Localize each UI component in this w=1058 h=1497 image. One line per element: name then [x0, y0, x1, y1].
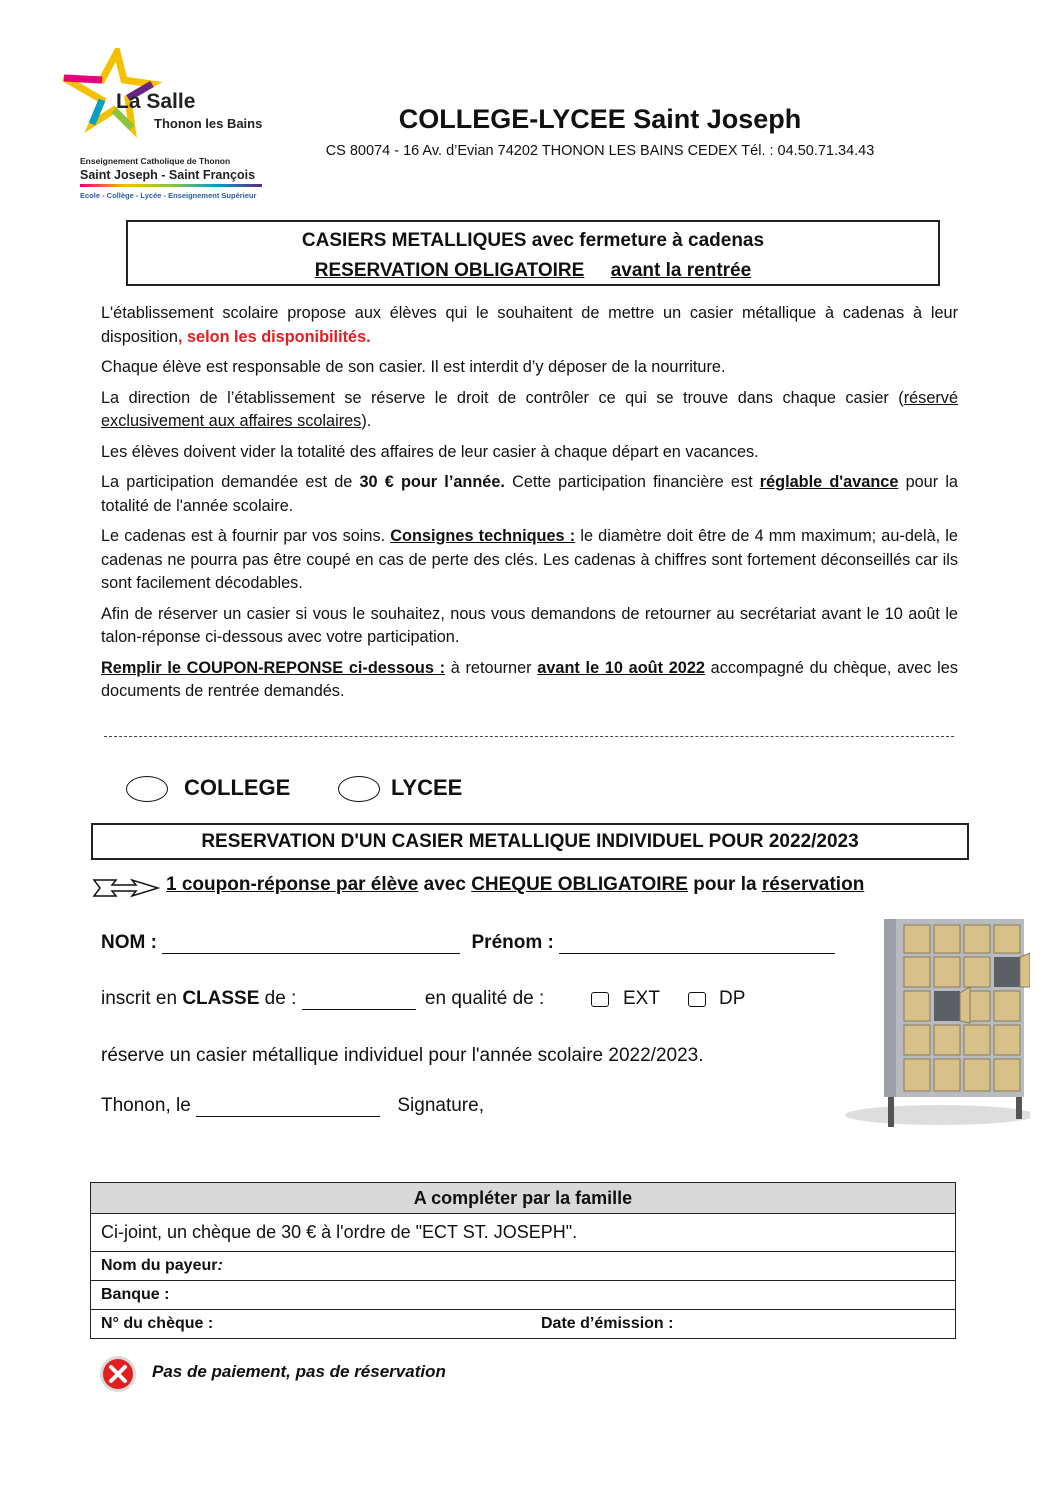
issue-date-field[interactable]: Date d’émission : — [531, 1310, 956, 1339]
college-label: COLLEGE — [184, 775, 291, 800]
dp-checkbox[interactable] — [688, 992, 706, 1007]
arrow-icon — [92, 876, 160, 903]
dp-label: DP — [719, 988, 746, 1009]
paragraph-padlock: Le cadenas est à fournir par vos soins. Consignes techniques : le diamètre doit être de 4 mm maximum; au-delà, le cadenas ne pourra pas être coupé en cas de perte des clés. Les cadenas à chiffres sont fortement déconseillés car ils sont facilement décodables. — [101, 527, 958, 592]
logo-name: La Salle — [116, 90, 196, 113]
ext-checkbox[interactable] — [591, 992, 609, 1007]
title-reservation: RESERVATION OBLIGATOIRE — [314, 260, 585, 281]
signature-label: Signature, — [397, 1095, 484, 1116]
title-avant-rentree: avant la rentrée — [610, 260, 752, 281]
logo-subtitle: Enseignement Catholique de Thonon — [80, 156, 231, 166]
date-field[interactable] — [196, 1096, 380, 1117]
reserve-statement: réserve un casier métallique individuel pour l'année scolaire 2022/2023. — [101, 1045, 704, 1066]
title-line-2 — [128, 260, 938, 282]
paragraph-intro: L'établissement scolaire propose aux élèves qui le souhaitent de mettre un casier métallique à cadenas à leur disposition, selon les disponibilités. — [101, 304, 958, 346]
paragraph-control: La direction de l’établissement se réserve le droit de contrôler ce qui se trouve dans chaque casier (réservé exclusivement aux affaires scolaires). — [101, 388, 958, 430]
paragraph-responsibility: Chaque élève est responsable de son casier. Il est interdit d’y déposer de la nourriture. — [101, 358, 726, 376]
paragraph-vacation: Les élèves doivent vider la totalité des affaires de leur casier à chaque départ en vacances. — [101, 442, 759, 461]
cut-line — [104, 736, 954, 737]
title-line-1: CASIERS METALLIQUES avec fermeture à cadenas — [301, 230, 765, 251]
family-table — [90, 1182, 956, 1339]
lycee-label: LYCEE — [391, 775, 463, 800]
ext-label: EXT — [623, 988, 660, 1009]
logo-schools: Saint Joseph - Saint François — [80, 168, 256, 182]
la-salle-logo — [62, 48, 267, 208]
reservation-title: RESERVATION D'UN CASIER METALLIQUE INDIVIDUEL POUR 2022/2023 — [91, 823, 969, 860]
qualite-label: en qualité de : — [424, 988, 545, 1009]
logo-levels: Ecole - Collège - Lycée - Enseignement Supérieur — [80, 191, 257, 200]
paragraph-coupon: Remplir le COUPON-REPONSE ci-dessous : à retourner avant le 10 août 2022 accompagné du chèque, avec les documents de rentrée demandés. — [101, 658, 958, 700]
coupon-instructions: 1 coupon-réponse par élève avec CHEQUE OBLIGATOIRE pour la réservation — [166, 874, 865, 895]
date-signature-row: Thonon, le Signature, — [101, 1095, 484, 1116]
family-table-header: A compléter par la famille — [91, 1183, 956, 1214]
prenom-label: Prénom : — [471, 932, 560, 953]
paragraph-price: La participation demandée est de 30 € pour l’année. Cette participation financière est réglable d'avance pour la totalité de l'année scolaire. — [101, 473, 958, 515]
cheque-statement: Ci-joint, un chèque de 30 € à l'ordre de "ECT ST. JOSEPH". — [91, 1214, 956, 1252]
cheque-number-field[interactable]: N° du chèque : — [91, 1310, 532, 1339]
locker-image — [840, 915, 1030, 1130]
document-title-box — [126, 220, 940, 286]
class-row: inscrit en CLASSE de : en qualité de : — [101, 988, 545, 1009]
bank-field[interactable]: Banque : — [91, 1281, 956, 1310]
nom-field[interactable] — [162, 933, 460, 954]
prenom-field[interactable] — [559, 933, 835, 954]
classe-field[interactable] — [302, 989, 416, 1010]
payer-name-field[interactable]: Nom du payeur: — [91, 1252, 956, 1281]
no-payment-note: Pas de paiement, pas de réservation — [152, 1362, 446, 1381]
college-radio[interactable] — [126, 776, 168, 802]
logo-rule — [80, 184, 262, 187]
body-text — [101, 302, 958, 711]
nom-label: NOM : — [101, 932, 163, 953]
paragraph-reserve: Afin de réserver un casier si vous le souhaitez, nous vous demandons de retourner au secrétariat avant le 10 août le talon-réponse ci-dessous avec votre participation. — [101, 604, 958, 646]
logo-city: Thonon les Bains — [154, 116, 263, 131]
name-row — [101, 932, 835, 954]
lycee-radio[interactable] — [338, 776, 380, 802]
school-title: COLLEGE-LYCEE Saint Joseph — [398, 104, 802, 134]
availability-note: , selon les disponibilités. — [177, 327, 371, 346]
forbidden-icon — [98, 1354, 138, 1399]
school-address: CS 80074 - 16 Av. d’Evian 74202 THONON LES BAINS CEDEX Tél. : 04.50.71.34.43 — [325, 143, 875, 159]
